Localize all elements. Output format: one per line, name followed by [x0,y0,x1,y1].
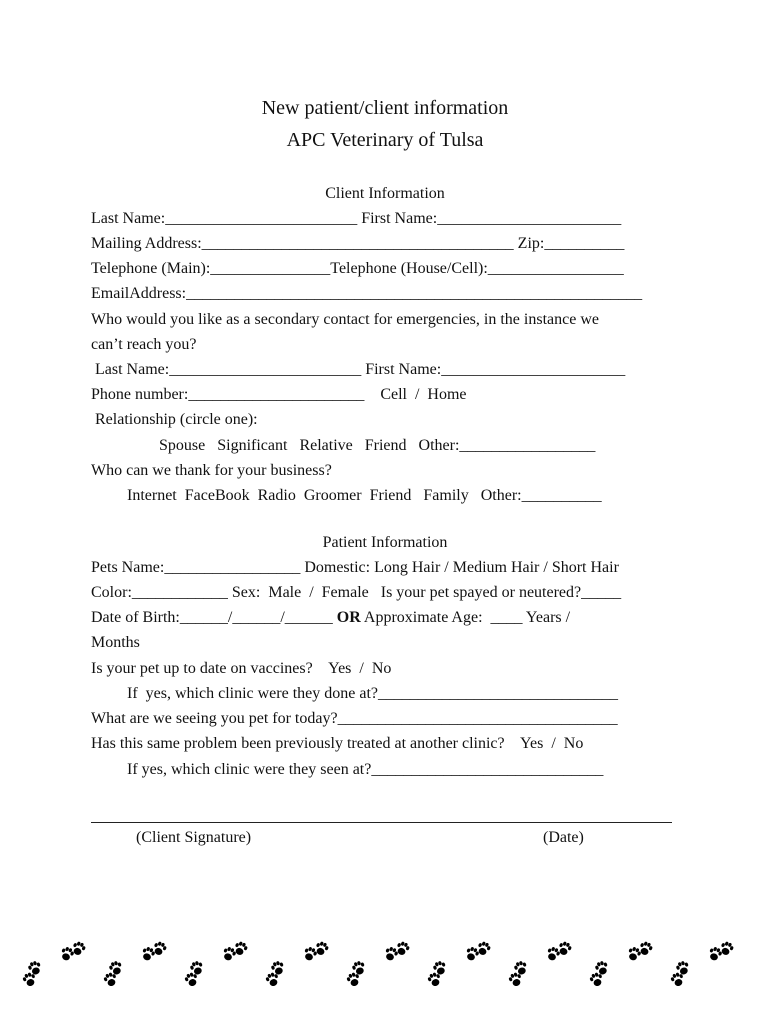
form-title: New patient/client information [261,97,509,119]
email-address-field[interactable]: EmailAddress:_________________________________________________________ [91,285,643,302]
mailing-address-field[interactable]: Mailing Address:_______________________________________ Zip:__________ [91,235,625,252]
vaccine-clinic-field[interactable]: If yes, which clinic were they done at?______________________________ [91,685,619,702]
paw-print-icon [99,960,127,988]
telephone-field[interactable]: Telephone (Main):_______________Telephone (House/Cell):_________________ [91,260,624,277]
referral-options[interactable]: Internet FaceBook Radio Groomer Friend Family Other:__________ [91,487,602,504]
paw-print-icon [18,960,46,988]
paw-print-icon [180,960,208,988]
dob-or-label: OR [336,609,361,626]
client-signature-label: (Client Signature) [136,829,252,846]
paw-print-icon [504,960,532,988]
pet-name-field[interactable]: Pets Name:_________________ Domestic: Long Hair / Medium Hair / Short Hair [91,559,619,576]
signature-line[interactable] [91,822,672,823]
paw-print-icon [545,937,573,965]
previous-clinic-field[interactable]: If yes, which clinic were they seen at?_____________________________ [91,761,604,778]
client-name-field[interactable]: Last Name:________________________ First Name:_______________________ [91,210,622,227]
client-section-heading: Client Information [325,185,445,202]
paw-print-icon [464,937,492,965]
paw-print-icon [626,937,654,965]
date-of-birth-field[interactable] [91,608,570,628]
months-label: Months [91,634,140,651]
paw-print-icon [666,960,694,988]
secondary-contact-question: Who would you like as a secondary contact for emergencies, in the instance we [91,311,599,328]
paw-print-icon [707,937,735,965]
paw-print-icon [59,937,87,965]
vaccines-question[interactable]: Is your pet up to date on vaccines? Yes / No [91,660,392,677]
approx-age-label: Approximate Age: ____ Years / [360,609,571,626]
paw-print-icon [140,937,168,965]
dob-label: Date of Birth:______/______/______ [91,609,337,626]
paw-print-icon [383,937,411,965]
secondary-contact-name-field[interactable]: Last Name:________________________ First Name:_______________________ [91,361,626,378]
paw-print-icon [302,937,330,965]
paw-print-icon [342,960,370,988]
color-sex-field[interactable]: Color:____________ Sex: Male / Female Is your pet spayed or neutered?_____ [91,584,622,601]
paw-print-border [0,930,770,1000]
referral-question: Who can we thank for your business? [91,462,332,479]
visit-reason-field[interactable]: What are we seeing you pet for today?___________________________________ [91,710,618,727]
paw-print-icon [261,960,289,988]
paw-print-icon [221,937,249,965]
date-label: (Date) [543,829,584,846]
paw-print-icon [423,960,451,988]
previous-treatment-question[interactable]: Has this same problem been previously treated at another clinic? Yes / No [91,735,584,752]
paw-print-row [18,937,734,988]
secondary-phone-field[interactable]: Phone number:______________________ Cell / Home [91,386,467,403]
relationship-label: Relationship (circle one): [91,411,258,428]
relationship-options[interactable]: Spouse Significant Relative Friend Other:_________________ [91,437,596,454]
clinic-name: APC Veterinary of Tulsa [286,129,484,151]
patient-section-heading: Patient Information [322,534,448,551]
paw-print-icon [585,960,613,988]
secondary-contact-question-cont: can’t reach you? [91,336,197,353]
